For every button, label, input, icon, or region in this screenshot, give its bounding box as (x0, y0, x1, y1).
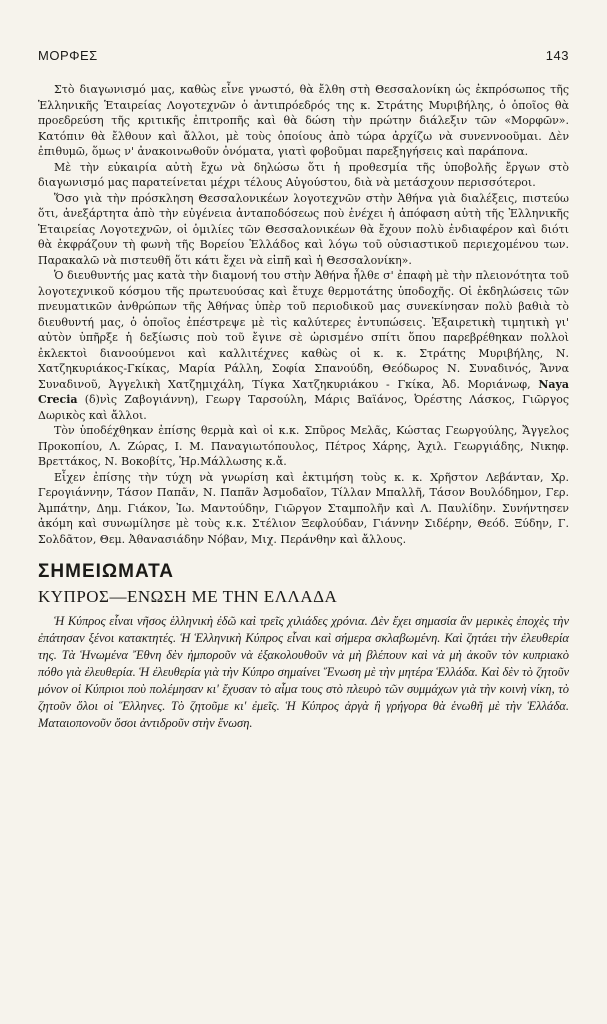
paragraph-4-text: Ὁ διευθυντής μας κατὰ τὴν διαμονή του στὴν Ἀθήνα ἦλθε σ' ἐπαφὴ μὲ τὴν πλειονότητα τοῦ λογοτεχνικοῦ κόσμου τῆς πρωτευούσας καὶ ἔτυχε θερμοτάτης ὑποδοχῆς. Οἱ ἐκδηλώσεις τῶν πνευματικῶν ἀνθρώπων τῆς Ἀθήνας ὑπὲρ τοῦ περιοδικοῦ μας συνεκίνησαν πολὺ βαθιὰ τὸ διευθυντή μας, ὁ ὁποῖος ἐπέστρεψε μὲ τὶς καλύτερες ἐντυπώσεις. Ἐξαιρετικὴ τιμητικὴ γι' αὐτὸν ὑπῆρξε ἡ δεξίωσις ποὺ τοῦ ἔγινε σὲ ὡρισμένο σπίτι ὅπου παρεβρέθηκαν πολλοὶ ἐκλεκτοὶ διανοούμενοι καὶ καλλιτέχνες καθὼς οἱ κ. κ. Στράτης Μυριβήλης, Ν. Χατζηκυριάκος-Γκίκας, Μαρία Ράλλη, Σοφία Σπανούδη, Θεόδωρος Ν. Συναδινός, Ἄννα Συναδινοῦ, Ἀγγελικὴ Χατζημιχάλη, Τίγκα Χατζηκυριάκου - Γκίκα, Ἀδ. Μοριάνωφ, (38, 269, 569, 391)
article-body (38, 82, 569, 732)
paragraph-2: Μὲ τὴν εὐκαιρία αὐτὴ ἔχω νὰ δηλώσω ὅτι ἡ προθεσμία τῆς ὑποβολῆς ἔργων στὸ διαγωνισμό μας παρατείνεται μέχρι τέλους Αὐγούστου, διὰ νὰ μετάσχουν περισσότεροι. (38, 160, 569, 189)
running-head (38, 48, 569, 63)
page-number: 143 (545, 48, 569, 63)
section-heading: ΣΗΜΕΙΩΜΑΤΑ (38, 561, 175, 582)
paragraph-4-bold-name: Naya Crecia (38, 377, 570, 406)
article-title: ΚΥΠΡΟΣ—ΕΝΩΣΗ ΜΕ ΤΗΝ ΕΛΛΑΔΑ (38, 587, 338, 606)
paragraph-6: Εἶχεν ἐπίσης τὴν τύχη νὰ γνωρίση καὶ ἐκτιμήση τοὺς κ. κ. Χρῆστον Λεβάνταν, Χρ. Γερογιάννην, Τάσον Παπᾶν, Ν. Παπᾶν Ἀσμοδαῖον, Τίλλαν Μπαλλῆ, Τάσον Βουλόδημον, Γερ. Ἀμπάτην, Δημ. Γιάκον, Ἰω. Μαντούδην, Γιῶργον Σταμπολῆν καὶ Λ. Παυλίδην. Συνήντησεν ἀκόμη καὶ συνωμίλησε μὲ τοὺς κ.κ. Στέλιον Ξεφλούδαν, Γιάννην Σιδέρην, Θεόδ. Ξύδην, Γ. Σολδᾶτον, Θεμ. Ἀθανασιάδην Νόβαν, Μιχ. Περάνθην καὶ ἄλλους. (38, 470, 569, 546)
notes-body (38, 613, 569, 732)
paragraph-3: Ὅσο γιὰ τὴν πρόσκληση Θεσσαλονικέων λογοτεχνῶν στὴν Ἀθήνα γιὰ διαλέξεις, πιστεύω ὅτι, ἀνεξάρτητα ἀπὸ τὴν εὐγένεια ἀνταποδόσεως ποὺ ἐνέχει ἡ ἀπόφαση αὐτὴ τῆς Ἑλληνικῆς Ἑταιρείας Λογοτεχνῶν, οἱ ὁμιλίες τῶν Θεσσαλονικέων θὰ ἔχουν πολὺ ἐνδιαφέρον καὶ διότι θὰ ἐκφράζουν τὴ φωνὴ τῆς Βορείου Ἑλλάδος καὶ λόγω τοῦ οὐσιαστικοῦ περιεχομένου των. Παρακαλῶ νὰ πιστευθῆ ὅτι κάτι ἔχει νὰ εἰπῆ καὶ ἡ Θεσσαλονίκη». (38, 191, 569, 267)
paragraph-1: Στὸ διαγωνισμό μας, καθὼς εἶνε γνωστό, θὰ ἔλθη στὴ Θεσσαλονίκη ὡς ἐκπρόσωπος τῆς Ἑλληνικῆς Ἑταιρείας Λογοτεχνῶν ὁ ἀντιπρόεδρός της κ. Στράτης Μυριβήλης, ὁ ὁποῖος θὰ προεδρεύση τῆς κριτικῆς ἐπιτροπῆς καὶ θὰ δώση τὴν πρώτην διάλεξιν τῶν «Μορφῶν». Κατόπιν θὰ ἔλθουν καὶ ἄλλοι, μὲ τοὺς ὁποίους ἀπὸ τώρα ἀρχίζω νὰ συνεννοοῦμαι. Δὲν ἐπιθυμῶ, ὅμως ν' ἀνακοινωθοῦν ὀνόματα, γιατὶ φοβοῦμαι παρεξηγήσεις καὶ παράπονα. (38, 83, 569, 158)
paragraph-4 (38, 268, 569, 423)
paragraph-4-tail: (δ)νὶς Ζαβογιάννη), Γεωργ Ταρσούλη, Μάρις Βαϊάνος, Ὀρέστης Λάσκος, Γιῶργος Δωρικὸς καὶ ἄλλοι. (38, 393, 569, 422)
journal-title: ΜΟΡΦΕΣ (38, 48, 98, 63)
paragraph-5: Τὸν ὑποδέχθηκαν ἐπίσης θερμὰ καὶ οἱ κ.κ. Σπῦρος Μελᾶς, Κώστας Γεωργούλης, Ἄγγελος Προκοπίου, Λ. Ζώρας, Ι. Μ. Παναγιωτόπουλος, Πέτρος Χάρης, Ἀχιλ. Γεωργιάδης, Νικηφ. Βρεττάκος, Ν. Βοκοβίτς, Ἡρ.Μάλλωσης κ.ἄ. (38, 424, 569, 468)
notes-paragraph: Ἡ Κύπρος εἶναι νῆσος ἑλληνικὴ ἐδῶ καὶ τρεῖς χιλιάδες χρόνια. Δὲν ἔχει σημασία ἂν μερικὲς ἐποχὲς τὴν ἐπάτησαν ξένοι κατακτητές. Ἡ Ἑλληνικὴ Κύπρος εἶναι καὶ σήμερα σκλαβωμένη. Καὶ ζητάει τὴν ἐλευθερία της. Τὰ Ἡνωμένα Ἔθνη δὲν ἠμποροῦν νὰ ἐξακολουθοῦν νὰ μὴ βλέπουν καὶ νὰ μὴ ἀκοῦν τὸν κυπριακὸ πόθο γιὰ ἐλευθερία. Ἡ ἐλευθερία γιὰ τὴν Κύπρο σημαίνει Ἕνωση μὲ τὴν μητέρα Ἑλλάδα. Καὶ δὲν τὸ ζητοῦν μόνον οἱ Κύπριοι ποὺ πολέμησαν κι' ἔχυσαν τὸ αἷμα τους στὸ πλευρὸ τῶν συμμάχων γιὰ τὴν κοινὴ νίκη, τὸ ζητοῦν ὅλοι οἱ Ἕλληνες. Τὸ ζητοῦμε κι' ἐμεῖς. Ἡ Κύπρος ἀργὰ ἢ γρήγορα θὰ ἑνωθῆ μὲ τὴν Ἑλλάδα. Ματαιοπονοῦν ὅσοι ἀντιδροῦν στὴν ἕνωση. (38, 614, 569, 730)
